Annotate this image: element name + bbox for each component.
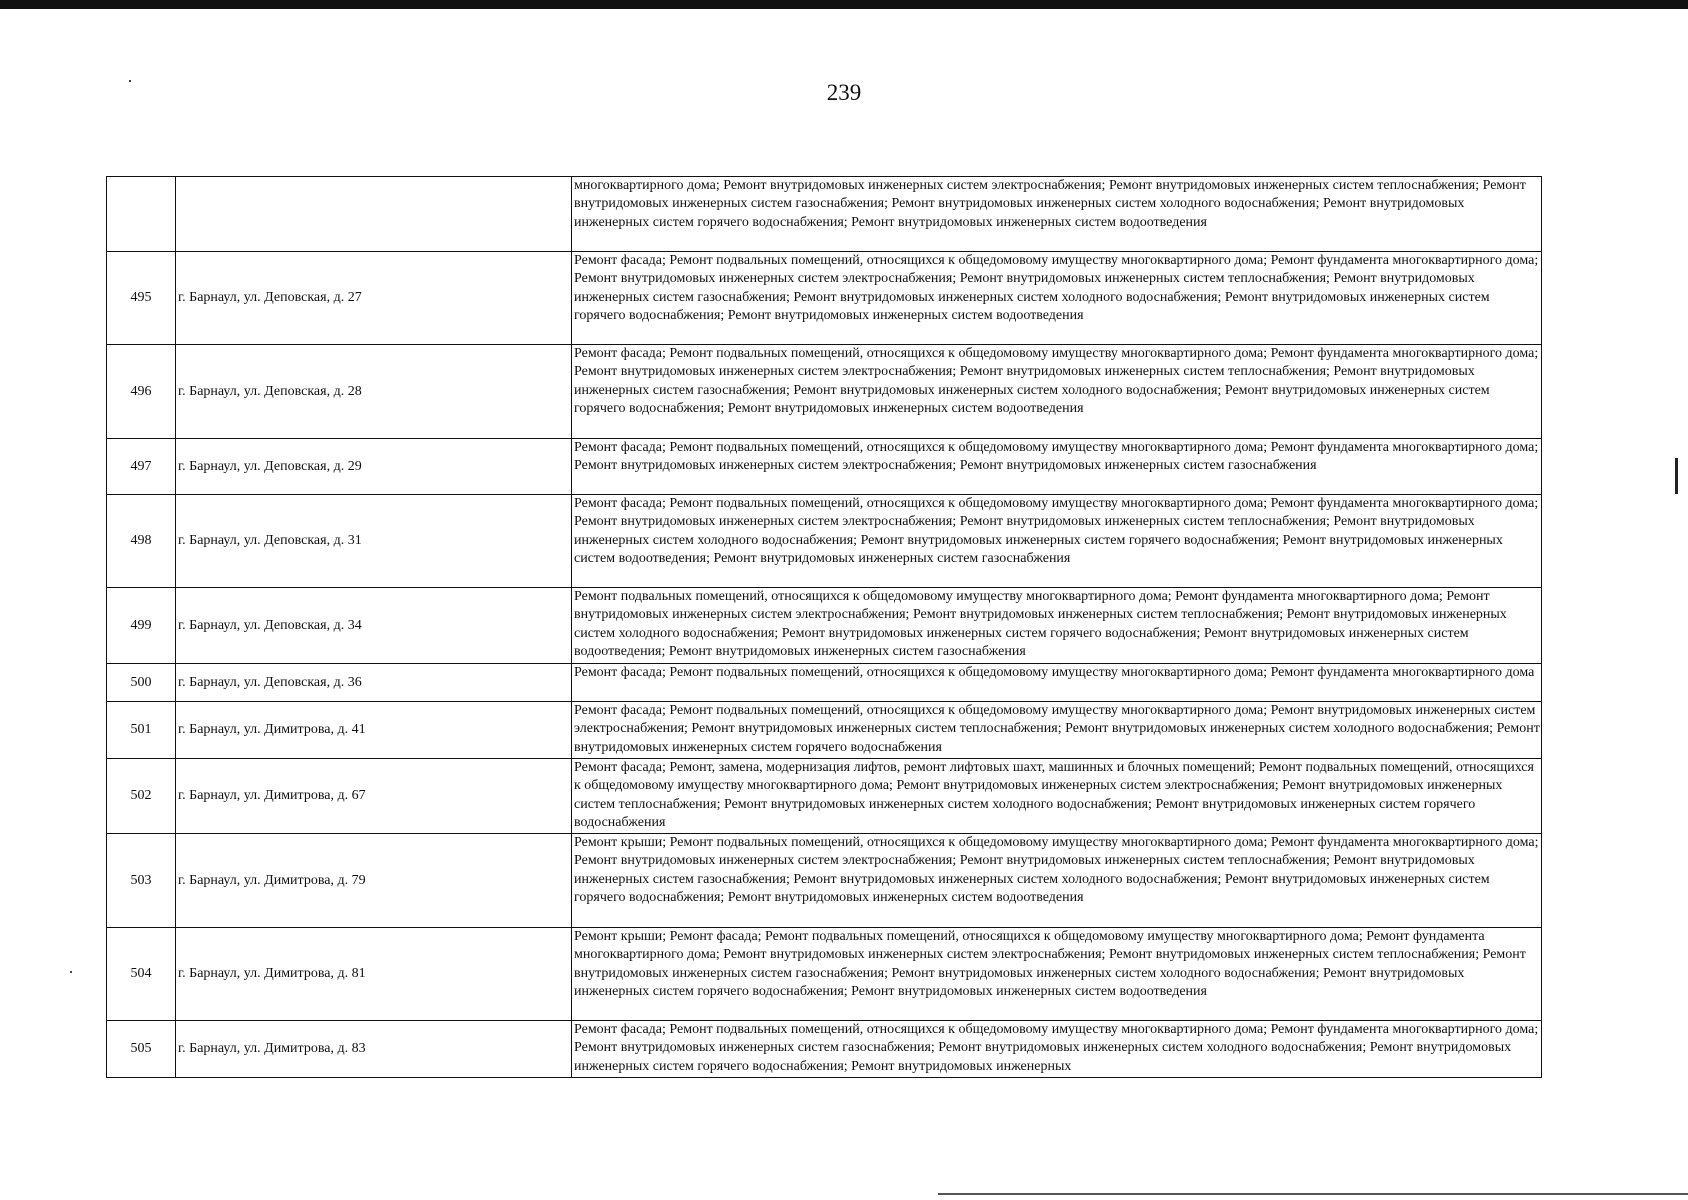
row-number: 500 <box>107 664 176 702</box>
row-address: г. Барнаул, ул. Деповская, д. 31 <box>176 495 572 588</box>
row-number: 503 <box>107 834 176 928</box>
table-row <box>107 252 1542 345</box>
table-row <box>107 759 1542 834</box>
scan-top-border <box>0 0 1688 9</box>
repair-registry-table <box>106 176 1542 1078</box>
row-number: 496 <box>107 345 176 439</box>
table-row <box>107 177 1542 252</box>
row-works: Ремонт подвальных помещений, относящихся к общедомовому имуществу многоквартирного дома; Ремонт фундамента многоквартирного дома; Ремонт внутридомовых инженерных систем электроснабжения; Ремонт внутридомовых инженерных систем теплоснабжения; Ремонт внутридомовых инженерных систем холодного водоснабжения; Ремонт внутридомовых инженерных систем горячего водоснабжения; Ремонт внутридомовых инженерных систем водоотведения; Ремонт внутридомовых инженерных систем газоснабжения <box>574 589 1507 659</box>
table-row <box>107 439 1542 495</box>
table-row <box>107 588 1542 664</box>
row-works: многоквартирного дома; Ремонт внутридомовых инженерных систем электроснабжения; Ремонт внутридомовых инженерных систем теплоснабжения; Ремонт внутридомовых инженерных систем газоснабжения; Ремонт внутридомовых инженерных систем холодного водоснабжения; Ремонт внутридомовых инженерных систем горячего водоснабжения; Ремонт внутридомовых инженерных систем водоотведения <box>574 178 1526 230</box>
row-works: Ремонт фасада; Ремонт подвальных помещений, относящихся к общедомовому имуществу многоквартирного дома; Ремонт фундамента многоквартирного дома; Ремонт внутридомовых инженерных систем электроснабжения; Ремонт внутридомовых инженерных систем газоснабжения <box>574 440 1539 474</box>
scan-speck <box>70 971 72 973</box>
row-number: 497 <box>107 439 176 495</box>
row-works: Ремонт крыши; Ремонт подвальных помещений, относящихся к общедомовому имуществу многоквартирного дома; Ремонт фундамента многоквартирного дома; Ремонт внутридомовых инженерных систем электроснабжения; Ремонт внутридомовых инженерных систем теплоснабжения; Ремонт внутридомовых инженерных систем газоснабжения; Ремонт внутридомовых инженерных систем холодного водоснабжения; Ремонт внутридомовых инженерных систем горячего водоснабжения; Ремонт внутридомовых инженерных систем водоотведения <box>574 835 1539 905</box>
row-address: г. Барнаул, ул. Димитрова, д. 41 <box>176 702 572 759</box>
table-row <box>107 664 1542 702</box>
scan-speck <box>129 80 131 82</box>
row-address <box>176 177 572 252</box>
page-number: 239 <box>826 80 862 105</box>
row-works: Ремонт фасада; Ремонт подвальных помещений, относящихся к общедомовому имуществу многоквартирного дома; Ремонт внутридомовых инженерных систем электроснабжения; Ремонт внутридомовых инженерных систем теплоснабжения; Ремонт внутридомовых инженерных систем холодного водоснабжения; Ремонт внутридомовых инженерных систем горячего водоснабжения <box>574 703 1540 755</box>
row-works: Ремонт фасада; Ремонт подвальных помещений, относящихся к общедомовому имуществу многоквартирного дома; Ремонт фундамента многоквартирного дома; Ремонт внутридомовых инженерных систем газоснабжения; Ремонт внутридомовых инженерных систем холодного водоснабжения; Ремонт внутридомовых инженерных систем горячего водоснабжения; Ремонт внутридомовых инженерных <box>574 1022 1539 1074</box>
row-number <box>107 177 176 252</box>
row-number: 501 <box>107 702 176 759</box>
table-row <box>107 834 1542 928</box>
row-address: г. Барнаул, ул. Димитрова, д. 83 <box>176 1021 572 1078</box>
row-address: г. Барнаул, ул. Деповская, д. 34 <box>176 588 572 664</box>
row-number: 505 <box>107 1021 176 1078</box>
row-number: 495 <box>107 252 176 345</box>
scan-edge-mark <box>1675 458 1678 494</box>
row-works: Ремонт фасада; Ремонт подвальных помещений, относящихся к общедомовому имуществу многоквартирного дома; Ремонт фундамента многоквартирного дома; Ремонт внутридомовых инженерных систем электроснабжения; Ремонт внутридомовых инженерных систем теплоснабжения; Ремонт внутридомовых инженерных систем газоснабжения; Ремонт внутридомовых инженерных систем холодного водоснабжения; Ремонт внутридомовых инженерных систем горячего водоснабжения; Ремонт внутридомовых инженерных систем водоотведения <box>574 346 1539 416</box>
row-address: г. Барнаул, ул. Деповская, д. 27 <box>176 252 572 345</box>
row-number: 504 <box>107 928 176 1021</box>
row-works: Ремонт фасада; Ремонт подвальных помещений, относящихся к общедомовому имуществу многоквартирного дома; Ремонт фундамента многоквартирного дома <box>574 665 1535 680</box>
row-address: г. Барнаул, ул. Димитрова, д. 79 <box>176 834 572 928</box>
scan-bottom-line <box>938 1193 1688 1195</box>
row-works: Ремонт фасада; Ремонт подвальных помещений, относящихся к общедомовому имуществу многоквартирного дома; Ремонт фундамента многоквартирного дома; Ремонт внутридомовых инженерных систем электроснабжения; Ремонт внутридомовых инженерных систем теплоснабжения; Ремонт внутридомовых инженерных систем холодного водоснабжения; Ремонт внутридомовых инженерных систем горячего водоснабжения; Ремонт внутридомовых инженерных систем водоотведения; Ремонт внутридомовых инженерных систем газоснабжения <box>574 496 1539 566</box>
table-row <box>107 495 1542 588</box>
table-row <box>107 928 1542 1021</box>
row-address: г. Барнаул, ул. Деповская, д. 36 <box>176 664 572 702</box>
row-number: 499 <box>107 588 176 664</box>
table-row <box>107 702 1542 759</box>
row-address: г. Барнаул, ул. Деповская, д. 29 <box>176 439 572 495</box>
row-works: Ремонт крыши; Ремонт фасада; Ремонт подвальных помещений, относящихся к общедомовому имуществу многоквартирного дома; Ремонт фундамента многоквартирного дома; Ремонт внутридомовых инженерных систем электроснабжения; Ремонт внутридомовых инженерных систем теплоснабжения; Ремонт внутридомовых инженерных систем газоснабжения; Ремонт внутридомовых инженерных систем холодного водоснабжения; Ремонт внутридомовых инженерных систем горячего водоснабжения; Ремонт внутридомовых инженерных систем водоотведения <box>574 929 1526 999</box>
table-row <box>107 1021 1542 1078</box>
row-number: 502 <box>107 759 176 834</box>
table-row <box>107 345 1542 439</box>
row-address: г. Барнаул, ул. Деповская, д. 28 <box>176 345 572 439</box>
row-number: 498 <box>107 495 176 588</box>
row-works: Ремонт фасада; Ремонт подвальных помещений, относящихся к общедомовому имуществу многоквартирного дома; Ремонт фундамента многоквартирного дома; Ремонт внутридомовых инженерных систем электроснабжения; Ремонт внутридомовых инженерных систем теплоснабжения; Ремонт внутридомовых инженерных систем газоснабжения; Ремонт внутридомовых инженерных систем холодного водоснабжения; Ремонт внутридомовых инженерных систем горячего водоснабжения; Ремонт внутридомовых инженерных систем водоотведения <box>574 253 1539 323</box>
row-address: г. Барнаул, ул. Димитрова, д. 81 <box>176 928 572 1021</box>
row-address: г. Барнаул, ул. Димитрова, д. 67 <box>176 759 572 834</box>
row-works: Ремонт фасада; Ремонт, замена, модернизация лифтов, ремонт лифтовых шахт, машинных и блочных помещений; Ремонт подвальных помещений, относящихся к общедомовому имуществу многоквартирного дома; Ремонт внутридомовых инженерных систем электроснабжения; Ремонт внутридомовых инженерных систем теплоснабжения; Ремонт внутридомовых инженерных систем холодного водоснабжения; Ремонт внутридомовых инженерных систем горячего водоснабжения <box>574 760 1534 830</box>
